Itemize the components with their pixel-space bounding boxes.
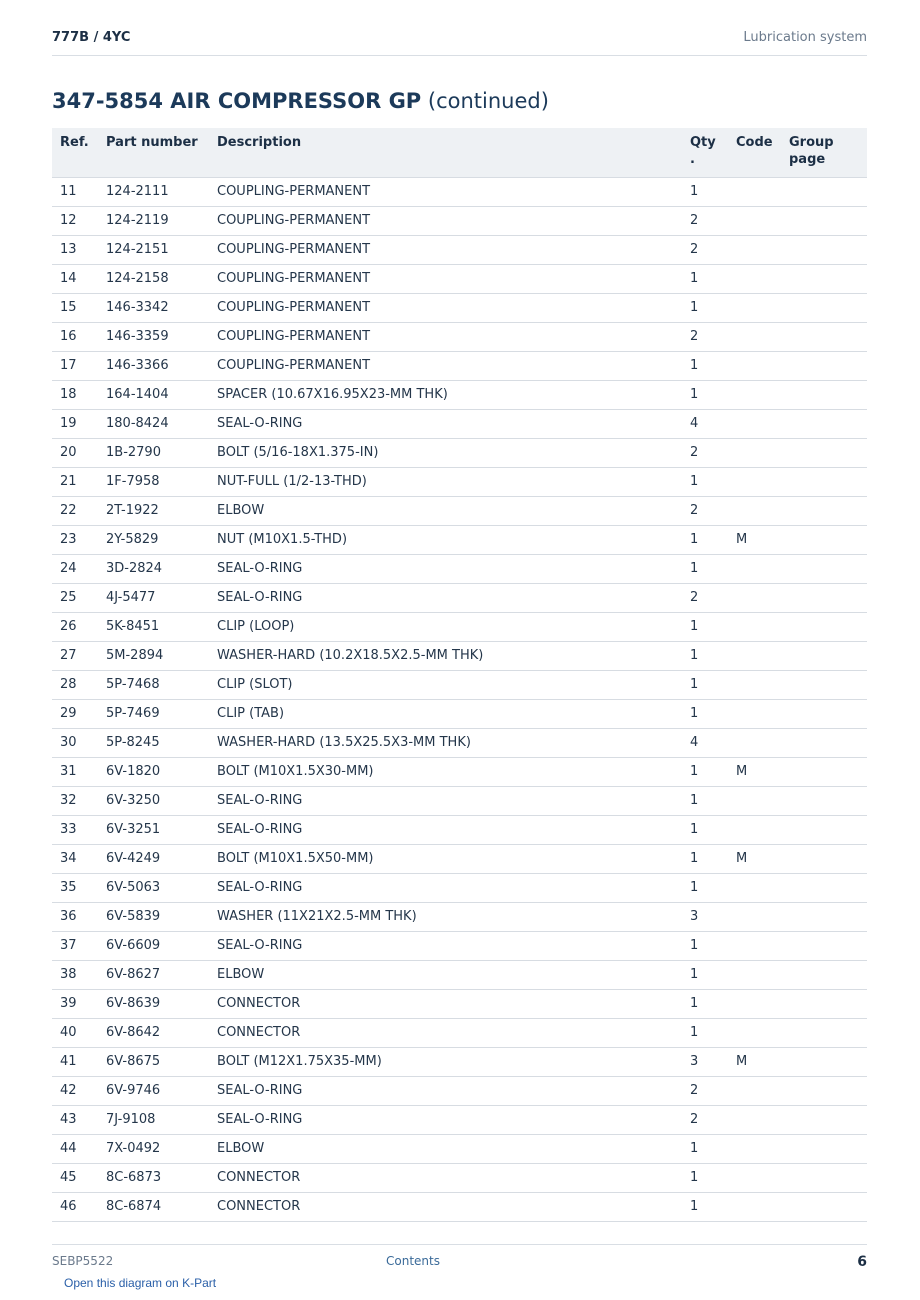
table-row <box>52 757 867 786</box>
table-row <box>52 670 867 699</box>
cell-part-number: 6V-9746 <box>106 1076 217 1105</box>
table-row <box>52 235 867 264</box>
cell-description: NUT-FULL (1/2-13-THD) <box>217 467 690 496</box>
cell-ref: 15 <box>52 293 106 322</box>
cell-part-number: 8C-6873 <box>106 1163 217 1192</box>
cell-code <box>736 554 789 583</box>
cell-part-number: 6V-8642 <box>106 1018 217 1047</box>
cell-code <box>736 1076 789 1105</box>
cell-code <box>736 670 789 699</box>
cell-group-page <box>789 1047 867 1076</box>
cell-code <box>736 583 789 612</box>
cell-qty: 3 <box>690 902 736 931</box>
cell-part-number: 124-2158 <box>106 264 217 293</box>
cell-code <box>736 873 789 902</box>
cell-ref: 17 <box>52 351 106 380</box>
cell-ref: 12 <box>52 206 106 235</box>
cell-group-page <box>789 699 867 728</box>
cell-group-page <box>789 438 867 467</box>
cell-ref: 22 <box>52 496 106 525</box>
cell-code <box>736 409 789 438</box>
table-row <box>52 438 867 467</box>
cell-description: BOLT (M10X1.5X30-MM) <box>217 757 690 786</box>
cell-code <box>736 380 789 409</box>
cell-group-page <box>789 1163 867 1192</box>
cell-code <box>736 931 789 960</box>
cell-qty: 2 <box>690 206 736 235</box>
cell-description: COUPLING-PERMANENT <box>217 206 690 235</box>
cell-description: BOLT (M10X1.5X50-MM) <box>217 844 690 873</box>
table-row <box>52 728 867 757</box>
cell-qty: 2 <box>690 438 736 467</box>
cell-part-number: 124-2119 <box>106 206 217 235</box>
cell-part-number: 4J-5477 <box>106 583 217 612</box>
cell-ref: 31 <box>52 757 106 786</box>
table-row <box>52 264 867 293</box>
cell-description: SEAL-O-RING <box>217 1076 690 1105</box>
cell-group-page <box>789 583 867 612</box>
cell-ref: 14 <box>52 264 106 293</box>
cell-qty: 3 <box>690 1047 736 1076</box>
cell-description: SPACER (10.67X16.95X23-MM THK) <box>217 380 690 409</box>
cell-part-number: 3D-2824 <box>106 554 217 583</box>
parts-table-body <box>52 177 867 1221</box>
cell-description: CONNECTOR <box>217 989 690 1018</box>
cell-description: SEAL-O-RING <box>217 873 690 902</box>
cell-description: ELBOW <box>217 960 690 989</box>
table-row <box>52 206 867 235</box>
cell-ref: 38 <box>52 960 106 989</box>
cell-description: SEAL-O-RING <box>217 815 690 844</box>
cell-ref: 29 <box>52 699 106 728</box>
cell-part-number: 146-3366 <box>106 351 217 380</box>
cell-code: M <box>736 1047 789 1076</box>
cell-qty: 1 <box>690 612 736 641</box>
title-suffix: (continued) <box>427 89 549 113</box>
cell-qty: 1 <box>690 873 736 902</box>
cell-description: COUPLING-PERMANENT <box>217 351 690 380</box>
table-row <box>52 525 867 554</box>
table-row <box>52 699 867 728</box>
cell-group-page <box>789 641 867 670</box>
cell-group-page <box>789 960 867 989</box>
cell-ref: 44 <box>52 1134 106 1163</box>
table-row <box>52 960 867 989</box>
cell-code <box>736 293 789 322</box>
cell-ref: 26 <box>52 612 106 641</box>
table-row <box>52 467 867 496</box>
parts-table-header <box>52 128 867 177</box>
cell-description: WASHER-HARD (10.2X18.5X2.5-MM THK) <box>217 641 690 670</box>
table-row <box>52 380 867 409</box>
cell-qty: 2 <box>690 583 736 612</box>
table-row <box>52 177 867 206</box>
cell-description: SEAL-O-RING <box>217 786 690 815</box>
cell-code <box>736 1192 789 1221</box>
cell-qty: 2 <box>690 496 736 525</box>
cell-group-page <box>789 467 867 496</box>
cell-code <box>736 1163 789 1192</box>
cell-group-page <box>789 351 867 380</box>
cell-description: WASHER-HARD (13.5X25.5X3-MM THK) <box>217 728 690 757</box>
cell-group-page <box>789 380 867 409</box>
cell-part-number: 164-1404 <box>106 380 217 409</box>
cell-ref: 34 <box>52 844 106 873</box>
cell-ref: 19 <box>52 409 106 438</box>
cell-ref: 42 <box>52 1076 106 1105</box>
cell-ref: 20 <box>52 438 106 467</box>
cell-part-number: 146-3359 <box>106 322 217 351</box>
cell-qty: 2 <box>690 235 736 264</box>
cell-code <box>736 728 789 757</box>
cell-description: COUPLING-PERMANENT <box>217 177 690 206</box>
cell-ref: 27 <box>52 641 106 670</box>
table-row <box>52 815 867 844</box>
cell-qty: 1 <box>690 467 736 496</box>
cell-description: ELBOW <box>217 1134 690 1163</box>
cell-code <box>736 206 789 235</box>
cell-qty: 1 <box>690 844 736 873</box>
cell-ref: 43 <box>52 1105 106 1134</box>
cell-part-number: 5P-7469 <box>106 699 217 728</box>
cell-description: SEAL-O-RING <box>217 583 690 612</box>
cell-part-number: 8C-6874 <box>106 1192 217 1221</box>
cell-description: CLIP (LOOP) <box>217 612 690 641</box>
table-row <box>52 322 867 351</box>
cell-group-page <box>789 235 867 264</box>
table-row <box>52 1047 867 1076</box>
cell-part-number: 6V-5839 <box>106 902 217 931</box>
col-header-ref: Ref. <box>52 128 106 177</box>
cell-qty: 1 <box>690 960 736 989</box>
section-label: Lubrication system <box>743 30 867 45</box>
cell-group-page <box>789 873 867 902</box>
table-row <box>52 1134 867 1163</box>
cell-group-page <box>789 1018 867 1047</box>
cell-qty: 1 <box>690 1192 736 1221</box>
cell-part-number: 6V-3251 <box>106 815 217 844</box>
cell-code <box>736 641 789 670</box>
cell-group-page <box>789 1192 867 1221</box>
cell-description: COUPLING-PERMANENT <box>217 293 690 322</box>
page-number: 6 <box>857 1254 867 1270</box>
cell-code <box>736 612 789 641</box>
cell-part-number: 180-8424 <box>106 409 217 438</box>
cell-code <box>736 1105 789 1134</box>
cell-part-number: 6V-8639 <box>106 989 217 1018</box>
cell-group-page <box>789 670 867 699</box>
cell-group-page <box>789 757 867 786</box>
cell-code: M <box>736 844 789 873</box>
cell-ref: 16 <box>52 322 106 351</box>
table-row <box>52 786 867 815</box>
cell-group-page <box>789 322 867 351</box>
cell-code <box>736 1018 789 1047</box>
cell-code <box>736 264 789 293</box>
cell-qty: 1 <box>690 786 736 815</box>
cell-code <box>736 902 789 931</box>
cell-ref: 46 <box>52 1192 106 1221</box>
cell-qty: 1 <box>690 757 736 786</box>
cell-qty: 1 <box>690 525 736 554</box>
cell-description: CONNECTOR <box>217 1018 690 1047</box>
table-row <box>52 1192 867 1221</box>
cell-group-page <box>789 525 867 554</box>
col-header-part-number: Part number <box>106 128 217 177</box>
cell-ref: 36 <box>52 902 106 931</box>
cell-description: SEAL-O-RING <box>217 1105 690 1134</box>
cell-description: COUPLING-PERMANENT <box>217 322 690 351</box>
cell-code <box>736 235 789 264</box>
cell-ref: 37 <box>52 931 106 960</box>
table-row <box>52 583 867 612</box>
cell-group-page <box>789 496 867 525</box>
table-row <box>52 844 867 873</box>
cell-ref: 40 <box>52 1018 106 1047</box>
cell-group-page <box>789 728 867 757</box>
cell-ref: 21 <box>52 467 106 496</box>
cell-code <box>736 438 789 467</box>
cell-code <box>736 496 789 525</box>
cell-part-number: 6V-5063 <box>106 873 217 902</box>
cell-qty: 4 <box>690 409 736 438</box>
cell-qty: 1 <box>690 670 736 699</box>
cell-description: BOLT (5/16-18X1.375-IN) <box>217 438 690 467</box>
cell-part-number: 2T-1922 <box>106 496 217 525</box>
table-row <box>52 554 867 583</box>
cell-part-number: 1F-7958 <box>106 467 217 496</box>
cell-group-page <box>789 612 867 641</box>
cell-qty: 1 <box>690 989 736 1018</box>
cell-group-page <box>789 177 867 206</box>
cell-part-number: 7J-9108 <box>106 1105 217 1134</box>
cell-group-page <box>789 931 867 960</box>
cell-description: COUPLING-PERMANENT <box>217 235 690 264</box>
cell-ref: 13 <box>52 235 106 264</box>
cell-ref: 18 <box>52 380 106 409</box>
cell-part-number: 6V-4249 <box>106 844 217 873</box>
cell-code <box>736 322 789 351</box>
cell-ref: 39 <box>52 989 106 1018</box>
cell-description: CONNECTOR <box>217 1163 690 1192</box>
cell-code: M <box>736 525 789 554</box>
cell-part-number: 5M-2894 <box>106 641 217 670</box>
cell-part-number: 5K-8451 <box>106 612 217 641</box>
cell-code <box>736 960 789 989</box>
cell-group-page <box>789 554 867 583</box>
cell-qty: 2 <box>690 322 736 351</box>
cell-ref: 30 <box>52 728 106 757</box>
cell-qty: 2 <box>690 1105 736 1134</box>
kpart-link[interactable]: Open this diagram on K-Part <box>64 1276 217 1290</box>
cell-ref: 41 <box>52 1047 106 1076</box>
cell-part-number: 124-2111 <box>106 177 217 206</box>
cell-description: CLIP (SLOT) <box>217 670 690 699</box>
cell-group-page <box>789 815 867 844</box>
page-title <box>52 89 549 113</box>
cell-group-page <box>789 1105 867 1134</box>
cell-ref: 24 <box>52 554 106 583</box>
cell-ref: 45 <box>52 1163 106 1192</box>
cell-part-number: 6V-1820 <box>106 757 217 786</box>
table-row <box>52 873 867 902</box>
cell-qty: 1 <box>690 1134 736 1163</box>
cell-group-page <box>789 264 867 293</box>
cell-part-number: 2Y-5829 <box>106 525 217 554</box>
cell-part-number: 1B-2790 <box>106 438 217 467</box>
document-id: SEBP5522 <box>52 1254 114 1268</box>
cell-group-page <box>789 902 867 931</box>
table-row <box>52 1163 867 1192</box>
cell-ref: 35 <box>52 873 106 902</box>
cell-group-page <box>789 293 867 322</box>
col-header-group-page: Group page <box>789 128 867 177</box>
parts-table <box>52 128 867 1222</box>
cell-qty: 1 <box>690 1163 736 1192</box>
cell-description: SEAL-O-RING <box>217 409 690 438</box>
cell-group-page <box>789 1134 867 1163</box>
table-row <box>52 931 867 960</box>
table-row <box>52 409 867 438</box>
cell-part-number: 5P-7468 <box>106 670 217 699</box>
contents-link[interactable]: Contents <box>386 1254 440 1268</box>
cell-qty: 1 <box>690 641 736 670</box>
cell-qty: 4 <box>690 728 736 757</box>
model-label: 777B / 4YC <box>52 30 131 45</box>
table-row <box>52 496 867 525</box>
cell-part-number: 6V-3250 <box>106 786 217 815</box>
cell-code <box>736 1134 789 1163</box>
cell-code <box>736 177 789 206</box>
cell-part-number: 6V-8627 <box>106 960 217 989</box>
col-header-qty: Qty . <box>690 128 736 177</box>
cell-qty: 1 <box>690 554 736 583</box>
table-row <box>52 641 867 670</box>
cell-group-page <box>789 1076 867 1105</box>
cell-qty: 1 <box>690 1018 736 1047</box>
cell-code <box>736 989 789 1018</box>
cell-qty: 1 <box>690 699 736 728</box>
cell-ref: 33 <box>52 815 106 844</box>
cell-code <box>736 815 789 844</box>
cell-group-page <box>789 206 867 235</box>
cell-group-page <box>789 409 867 438</box>
cell-qty: 1 <box>690 293 736 322</box>
cell-code <box>736 786 789 815</box>
cell-ref: 32 <box>52 786 106 815</box>
cell-qty: 1 <box>690 815 736 844</box>
cell-group-page <box>789 989 867 1018</box>
cell-group-page <box>789 786 867 815</box>
cell-description: WASHER (11X21X2.5-MM THK) <box>217 902 690 931</box>
cell-part-number: 6V-8675 <box>106 1047 217 1076</box>
cell-ref: 23 <box>52 525 106 554</box>
table-row <box>52 902 867 931</box>
cell-qty: 1 <box>690 931 736 960</box>
cell-qty: 1 <box>690 264 736 293</box>
cell-code <box>736 699 789 728</box>
cell-qty: 1 <box>690 177 736 206</box>
cell-description: SEAL-O-RING <box>217 554 690 583</box>
cell-ref: 28 <box>52 670 106 699</box>
cell-qty: 1 <box>690 380 736 409</box>
cell-ref: 25 <box>52 583 106 612</box>
table-row <box>52 1018 867 1047</box>
cell-description: CONNECTOR <box>217 1192 690 1221</box>
cell-ref: 11 <box>52 177 106 206</box>
table-row <box>52 1105 867 1134</box>
table-row <box>52 351 867 380</box>
cell-code <box>736 351 789 380</box>
cell-description: NUT (M10X1.5-THD) <box>217 525 690 554</box>
cell-group-page <box>789 844 867 873</box>
title-main: 347-5854 AIR COMPRESSOR GP <box>52 89 422 113</box>
cell-part-number: 5P-8245 <box>106 728 217 757</box>
cell-part-number: 7X-0492 <box>106 1134 217 1163</box>
cell-part-number: 146-3342 <box>106 293 217 322</box>
page-header <box>52 28 867 56</box>
table-row <box>52 989 867 1018</box>
cell-qty: 1 <box>690 351 736 380</box>
cell-part-number: 6V-6609 <box>106 931 217 960</box>
cell-code <box>736 467 789 496</box>
cell-description: ELBOW <box>217 496 690 525</box>
cell-qty: 2 <box>690 1076 736 1105</box>
col-header-code: Code <box>736 128 789 177</box>
page-footer <box>52 1244 867 1275</box>
cell-description: BOLT (M12X1.75X35-MM) <box>217 1047 690 1076</box>
cell-description: CLIP (TAB) <box>217 699 690 728</box>
cell-description: COUPLING-PERMANENT <box>217 264 690 293</box>
cell-code: M <box>736 757 789 786</box>
cell-description: SEAL-O-RING <box>217 931 690 960</box>
table-row <box>52 293 867 322</box>
table-row <box>52 1076 867 1105</box>
table-row <box>52 612 867 641</box>
cell-part-number: 124-2151 <box>106 235 217 264</box>
col-header-description: Description <box>217 128 690 177</box>
